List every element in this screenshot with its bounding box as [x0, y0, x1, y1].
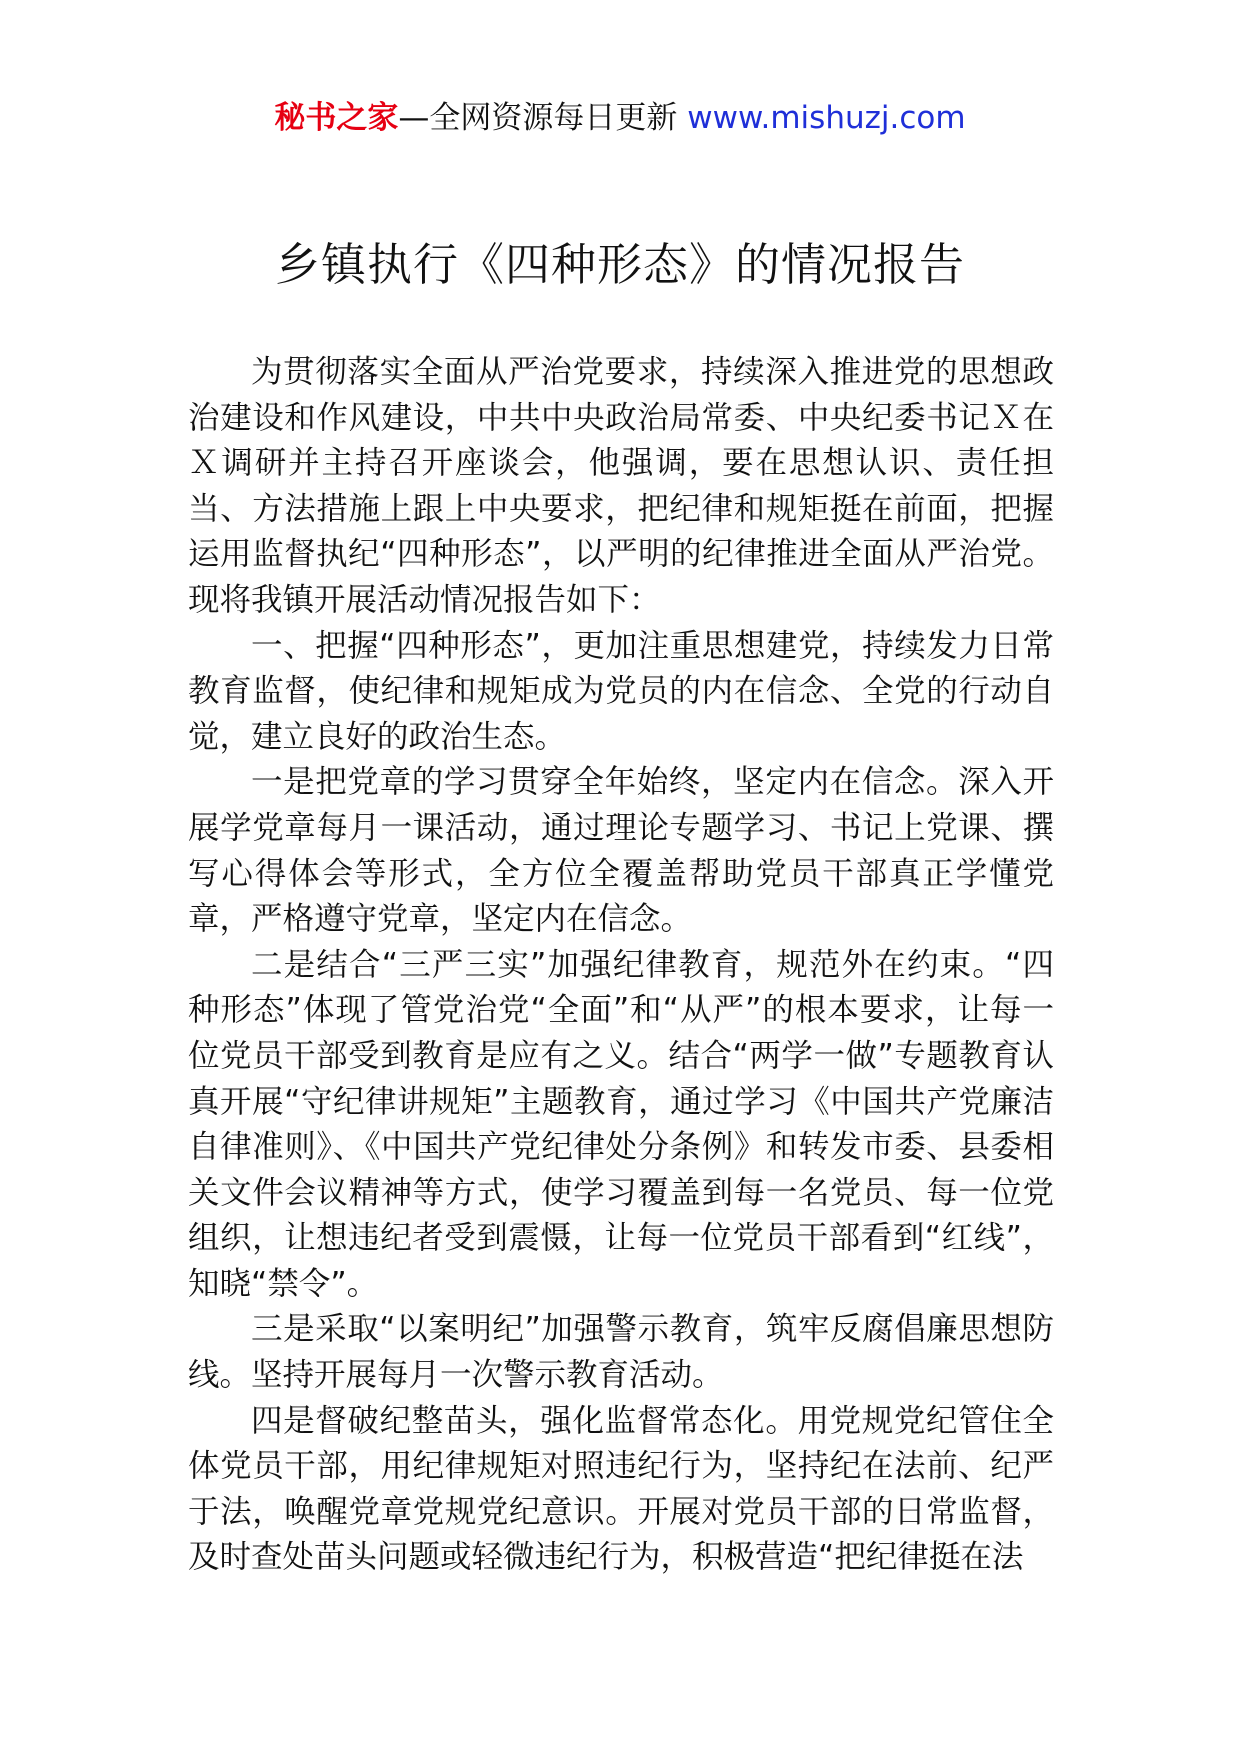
paragraph-point-4: 四是督破纪整苗头，强化监督常态化。用党规党纪管住全体党员干部，用纪律规矩对照违纪行为，坚持纪在法前、纪严于法，唤醒党章党规党纪意识。开展对党员干部的日常监督，及时查处苗头问题或轻微违纪行为，积极营造“把纪律挺在法: [188, 1402, 1054, 1576]
site-tagline: —全网资源每日更新: [398, 100, 678, 136]
site-url-link[interactable]: www.mishuzj.com: [687, 100, 966, 136]
paragraph-section-1: 一、把握“四种形态”，更加注重思想建党，持续发力日常教育监督，使纪律和规矩成为党员的内在信念、全党的行动自觉，建立良好的政治生态。: [188, 627, 1054, 755]
site-header: [0, 96, 1240, 140]
document-title: 乡镇执行《四种形态》的情况报告: [274, 238, 965, 291]
paragraph-point-2: 二是结合“三严三实”加强纪律教育，规范外在约束。“四种形态”体现了管党治党“全面”和“从严”的根本要求，让每一位党员干部受到教育是应有之义。结合“两学一做”专题教育认真开展“守纪律讲规矩”主题教育，通过学习《中国共产党廉洁自律准则》、《中国共产党纪律处分条例》和转发市委、县委相关文件会议精神等方式，使学习覆盖到每一名党员、每一位党组织，让想违纪者受到震慑，让每一位党员干部看到“红线”，知晓“禁令”。: [188, 946, 1054, 1302]
paragraph-intro: 为贯彻落实全面从严治党要求，持续深入推进党的思想政治建设和作风建设，中共中央政治局常委、中央纪委书记Ｘ在Ｘ调研并主持召开座谈会，他强调，要在思想认识、责任担当、方法措施上跟上中央要求，把纪律和规矩挺在前面，把握运用监督执纪“四种形态”，以严明的纪律推进全面从严治党。现将我镇开展活动情况报告如下：: [188, 354, 1054, 618]
paragraph-point-1: 一是把党章的学习贯穿全年始终，坚定内在信念。深入开展学党章每月一课活动，通过理论专题学习、书记上党课、撰写心得体会等形式，全方位全覆盖帮助党员干部真正学懂党章，严格遵守党章，坚定内在信念。: [188, 764, 1054, 938]
site-brand: 秘书之家: [274, 100, 399, 136]
document-body: [188, 350, 1054, 1581]
paragraph-point-3: 三是采取“以案明纪”加强警示教育，筑牢反腐倡廉思想防线。坚持开展每月一次警示教育活动。: [188, 1311, 1054, 1394]
